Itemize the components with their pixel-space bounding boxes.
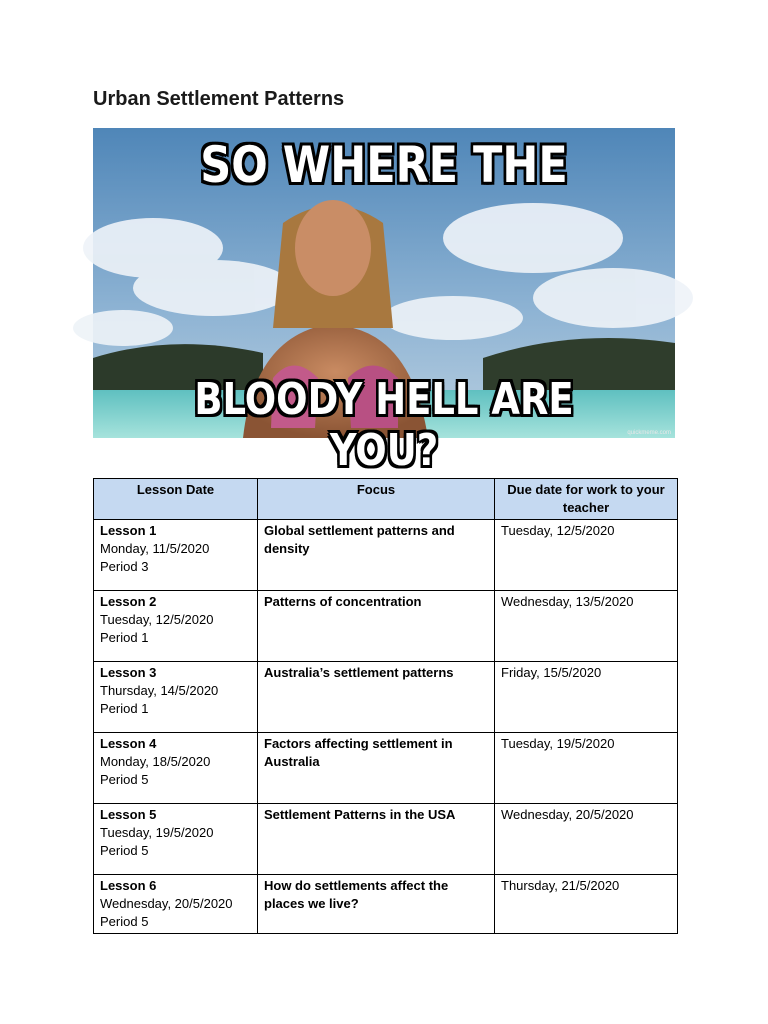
header-due-date: Due date for work to your teacher <box>495 479 678 520</box>
lesson-period: Period 1 <box>100 630 149 645</box>
focus-cell: Settlement Patterns in the USA <box>258 804 495 875</box>
meme-image <box>93 128 675 476</box>
due-date-cell: Wednesday, 13/5/2020 <box>495 591 678 662</box>
table-row <box>94 875 678 934</box>
lesson-date: Wednesday, 20/5/2020 <box>100 896 233 911</box>
due-date-cell: Tuesday, 12/5/2020 <box>495 520 678 591</box>
lesson-label: Lesson 5 <box>100 807 157 822</box>
page-title: Urban Settlement Patterns <box>93 88 345 110</box>
lesson-date: Tuesday, 19/5/2020 <box>100 825 214 840</box>
meme-watermark: quickmeme.com <box>627 430 671 436</box>
header-focus: Focus <box>258 479 495 520</box>
lesson-label: Lesson 3 <box>100 665 157 680</box>
focus-cell: Australia’s settlement patterns <box>258 662 495 733</box>
lesson-schedule-table <box>93 478 678 934</box>
lesson-period: Period 5 <box>100 843 149 858</box>
lesson-date-cell <box>94 804 258 875</box>
table-row <box>94 733 678 804</box>
table-row <box>94 520 678 591</box>
table-row <box>94 804 678 875</box>
meme-top-caption: SO WHERE THE <box>200 136 568 194</box>
lesson-date: Monday, 18/5/2020 <box>100 754 211 769</box>
lesson-date-cell <box>94 591 258 662</box>
lesson-date-cell <box>94 520 258 591</box>
lesson-label: Lesson 4 <box>100 736 157 751</box>
lesson-date: Thursday, 14/5/2020 <box>100 683 219 698</box>
due-date-cell: Wednesday, 20/5/2020 <box>495 804 678 875</box>
lesson-period: Period 3 <box>100 559 149 574</box>
table-header-row <box>94 479 678 520</box>
lesson-period: Period 5 <box>100 772 149 787</box>
lesson-label: Lesson 1 <box>100 523 157 538</box>
lesson-date-cell <box>94 875 258 934</box>
table-row <box>94 662 678 733</box>
meme-bottom-caption: BLOODY HELL ARE YOU? <box>194 374 574 476</box>
due-date-cell: Tuesday, 19/5/2020 <box>495 733 678 804</box>
due-date-cell: Thursday, 21/5/2020 <box>495 875 678 934</box>
header-lesson-date: Lesson Date <box>94 479 258 520</box>
table-row <box>94 591 678 662</box>
due-date-cell: Friday, 15/5/2020 <box>495 662 678 733</box>
lesson-label: Lesson 6 <box>100 878 157 893</box>
lesson-date-cell <box>94 662 258 733</box>
focus-cell: Global settlement patterns and density <box>258 520 495 591</box>
focus-cell: How do settlements affect the places we live? <box>258 875 495 934</box>
focus-cell: Patterns of concentration <box>258 591 495 662</box>
lesson-date: Tuesday, 12/5/2020 <box>100 612 214 627</box>
lesson-period: Period 5 <box>100 914 149 929</box>
lesson-label: Lesson 2 <box>100 594 157 609</box>
lesson-period: Period 1 <box>100 701 149 716</box>
lesson-date-cell <box>94 733 258 804</box>
focus-cell: Factors affecting settlement in Australia <box>258 733 495 804</box>
lesson-date: Monday, 11/5/2020 <box>100 541 210 556</box>
